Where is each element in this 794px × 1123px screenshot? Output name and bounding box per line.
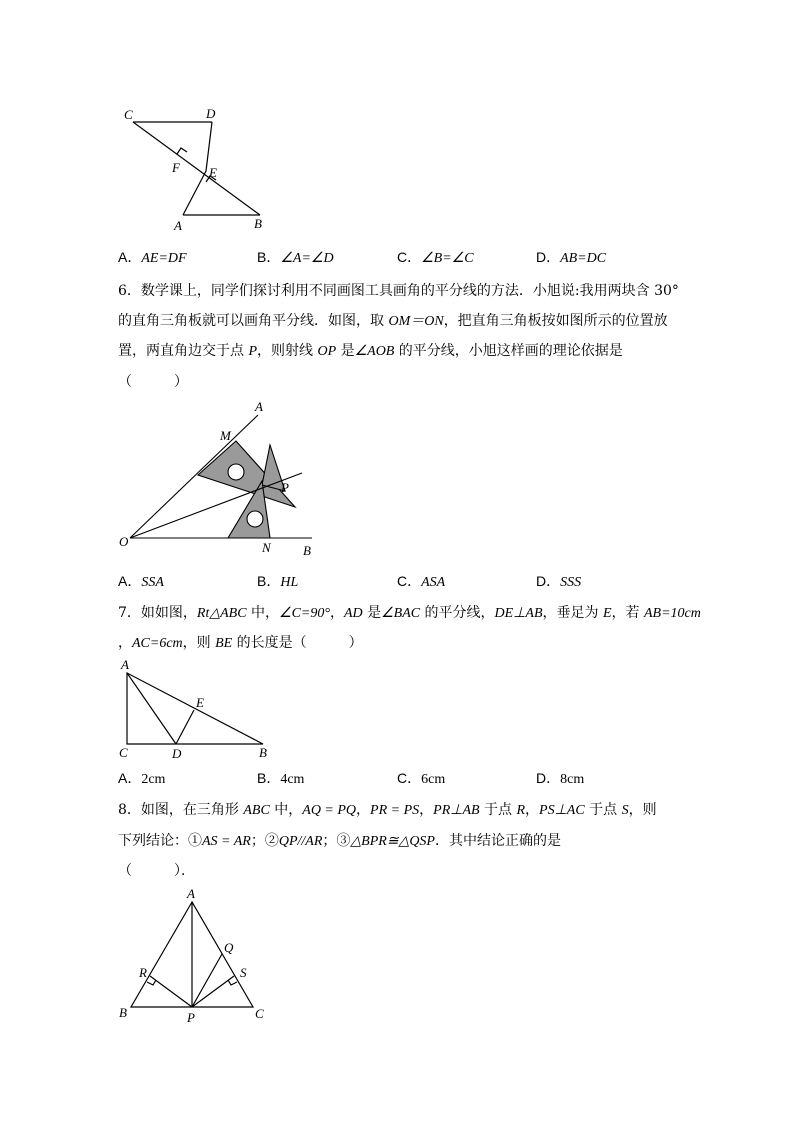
label-b: B [303,543,311,558]
q6-option-d[interactable]: D．SSS [536,573,582,590]
label-e: E [196,695,204,710]
ruler-hole-lower [247,511,263,527]
q6-answer-paren: （ ） [118,374,188,390]
label-c: C [119,745,128,760]
label-b: B [119,1005,127,1020]
q6-option-a[interactable]: A．SSA [118,573,164,590]
right-angle-mark-f [177,148,187,154]
q5-option-a[interactable]: A．AE=DF [118,249,187,266]
segment-ea [183,171,206,215]
label-q: Q [224,940,234,955]
label-f: F [172,160,180,175]
label-c: C [255,1006,264,1021]
label-a: A [121,657,129,672]
label-d: D [206,106,216,121]
right-angle-mark-r [147,980,156,985]
figure-q7 [110,652,290,767]
q6-line-2: 的直角三角板就可以画角平分线．如图，取 OM＝ON，把直角三角板按如图所示的位置放 [118,313,668,329]
label-r: R [139,965,147,980]
ruler-hole-upper [228,464,244,480]
label-a: A [187,886,195,901]
q7-option-a[interactable]: A．2cm [118,770,166,787]
q7-option-d[interactable]: D．8cm [536,770,585,787]
figure-q5 [110,100,280,240]
segment-ad [127,673,176,744]
right-angle-mark-s [228,980,237,985]
label-b: B [254,216,262,231]
label-o: O [119,534,129,549]
q6-option-c[interactable]: C．ASA [397,573,446,590]
segment-cb [133,122,260,215]
figure-q8 [110,888,280,1028]
figure-q6 [110,395,330,565]
label-s: S [240,965,247,980]
segment-pq [192,954,222,1007]
ray-op [130,473,302,538]
q6-line-1: 6．数学课上，同学们探讨利用不同画图工具画角的平分线的方法．小旭说:我用两块含 30° [118,283,679,299]
label-d: D [172,746,182,761]
label-p: P [187,1010,195,1025]
label-m: M [220,428,231,443]
label-c: C [124,107,133,122]
q5-option-c[interactable]: C．∠B=∠C [397,249,474,266]
label-e: E [209,165,217,180]
q7-option-b[interactable]: B．4cm [257,770,305,787]
q7-option-c[interactable]: C．6cm [397,770,446,787]
q6-option-b[interactable]: B．HL [257,573,299,590]
label-b: B [259,745,267,760]
label-a: A [174,218,182,233]
q5-option-b[interactable]: B．∠A=∠D [257,249,334,266]
segment-de [176,710,194,744]
segment-de [206,122,212,171]
q8-answer-paren: （ ）． [118,863,195,879]
q7-line-2: ，AC=6cm，则 BE 的长度是（ ） [118,635,363,651]
q6-line-3: 置，两直角边交于点 P，则射线 OP 是∠AOB 的平分线，小旭这样画的理论依据是 [118,343,623,359]
triangle-ruler-upper [198,441,295,507]
q5-option-d[interactable]: D．AB=DC [536,249,607,266]
label-n: N [262,540,271,555]
triangle-abc [127,673,263,744]
q8-line-2: 下列结论：①AS = AR；②QP//AR；③△BPR≅△QSP．其中结论正确的是 [118,833,561,849]
label-a: A [255,399,263,414]
q8-line-1: 8．如图，在三角形 ABC 中，AQ = PQ，PR = PS，PR⊥AB 于点 R，PS⊥AC 于点 S，则 [118,802,657,818]
label-p: P [281,480,289,495]
q7-line-1: 7．如如图，Rt△ABC 中，∠C=90°，AD 是∠BAC 的平分线，DE⊥AB，垂足为 E，若 AB=10cm [118,605,701,621]
